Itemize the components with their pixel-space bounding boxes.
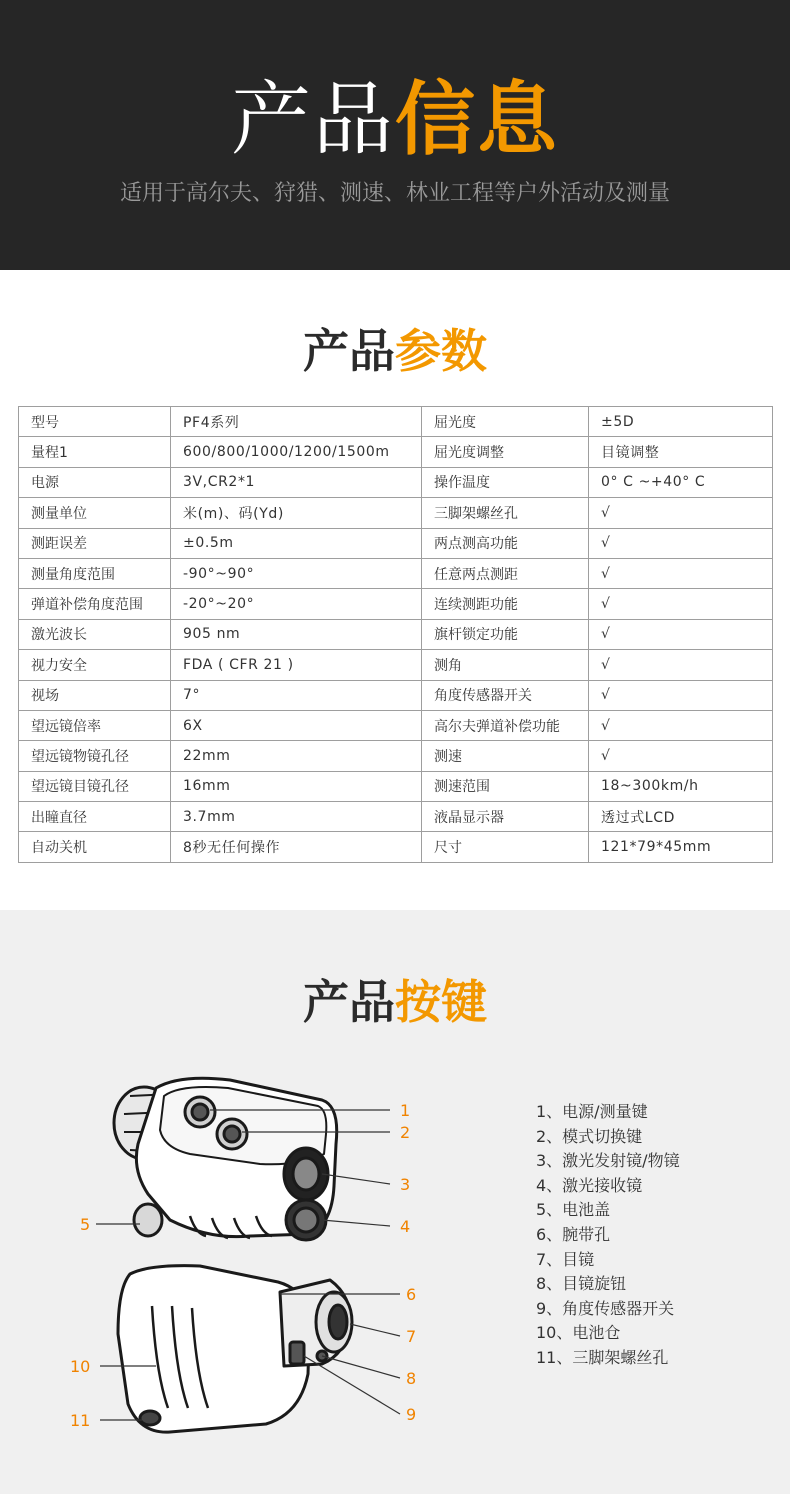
param-name: 型号	[19, 407, 171, 437]
param-name: 尺寸	[422, 832, 589, 862]
param-name: 液晶显示器	[422, 802, 589, 832]
param-value: ±5D	[589, 407, 773, 437]
params-section	[0, 270, 790, 910]
param-value: 透过式LCD	[589, 802, 773, 832]
param-name: 测量角度范围	[19, 558, 171, 588]
param-value: PF4系列	[171, 407, 422, 437]
param-name: 角度传感器开关	[422, 680, 589, 710]
param-name: 望远镜物镜孔径	[19, 741, 171, 771]
param-name: 测量单位	[19, 498, 171, 528]
param-value: 121*79*45mm	[589, 832, 773, 862]
callout-number: 5	[80, 1215, 91, 1234]
param-name: 测速范围	[422, 771, 589, 801]
param-value: 18~300km/h	[589, 771, 773, 801]
param-name: 屈光度	[422, 407, 589, 437]
page-subtitle: 适用于高尔夫、狩猎、测速、林业工程等户外活动及测量	[119, 181, 670, 206]
param-name: 屈光度调整	[422, 437, 589, 467]
callout-number: 8	[406, 1369, 417, 1388]
param-value: √	[589, 619, 773, 649]
params-title	[0, 323, 790, 379]
param-name: 视场	[19, 680, 171, 710]
param-value: 米(m)、码(Yd)	[171, 498, 422, 528]
legend-item: 10、电池仓	[536, 1323, 621, 1343]
param-name: 测角	[422, 650, 589, 680]
param-name: 旗杆锁定功能	[422, 619, 589, 649]
spec-table	[18, 406, 773, 863]
table-row	[19, 771, 773, 801]
buttons-title-part2: 按键	[395, 975, 487, 1029]
device-back-view	[118, 1266, 352, 1432]
param-value: ±0.5m	[171, 528, 422, 558]
param-value: 8秒无任何操作	[171, 832, 422, 862]
table-row	[19, 832, 773, 862]
params-title-part1: 产品	[303, 324, 395, 378]
param-name: 激光波长	[19, 619, 171, 649]
page-title-part1: 产品	[231, 73, 395, 166]
param-name: 出瞳直径	[19, 802, 171, 832]
param-value: 6X	[171, 710, 422, 740]
legend-item: 6、腕带孔	[536, 1224, 611, 1244]
param-name: 任意两点测距	[422, 558, 589, 588]
callout-number: 6	[406, 1285, 417, 1304]
table-row	[19, 528, 773, 558]
legend-item: 11、三脚架螺丝孔	[536, 1347, 669, 1367]
table-row	[19, 650, 773, 680]
param-value: √	[589, 710, 773, 740]
legend-item: 9、角度传感器开关	[536, 1298, 675, 1318]
param-value: √	[589, 650, 773, 680]
table-row	[19, 407, 773, 437]
callout-number: 4	[400, 1217, 411, 1236]
legend-item: 5、电池盖	[536, 1200, 611, 1220]
buttons-title-part1: 产品	[303, 975, 395, 1029]
callout-number: 9	[406, 1405, 417, 1424]
legend-item: 1、电源/测量键	[536, 1102, 648, 1121]
param-name: 连续测距功能	[422, 589, 589, 619]
page-title-part2: 信息	[395, 73, 559, 166]
param-value: 3.7mm	[171, 802, 422, 832]
table-row	[19, 467, 773, 497]
callout-number: 10	[70, 1357, 91, 1376]
table-row	[19, 619, 773, 649]
param-name: 两点测高功能	[422, 528, 589, 558]
param-value: 905 nm	[171, 619, 422, 649]
param-name: 弹道补偿角度范围	[19, 589, 171, 619]
param-name: 高尔夫弹道补偿功能	[422, 710, 589, 740]
callout-number: 11	[70, 1411, 91, 1430]
param-value: 600/800/1000/1200/1500m	[171, 437, 422, 467]
param-value: 0° C ~+40° C	[589, 467, 773, 497]
legend-item: 4、激光接收镜	[536, 1175, 643, 1195]
param-value: -20°~20°	[171, 589, 422, 619]
table-row	[19, 710, 773, 740]
table-row	[19, 589, 773, 619]
device-front-view	[114, 1078, 337, 1240]
table-row	[19, 498, 773, 528]
legend-item: 7、目镜	[536, 1249, 595, 1269]
param-value: √	[589, 741, 773, 771]
table-row	[19, 558, 773, 588]
param-name: 望远镜倍率	[19, 710, 171, 740]
param-name: 电源	[19, 467, 171, 497]
param-name: 量程1	[19, 437, 171, 467]
param-value: √	[589, 680, 773, 710]
legend-item: 3、激光发射镜/物镜	[536, 1151, 680, 1171]
callout-number: 2	[400, 1123, 411, 1142]
param-value: FDA ( CFR 21 )	[171, 650, 422, 680]
param-value: 目镜调整	[589, 437, 773, 467]
param-value: 3V,CR2*1	[171, 467, 422, 497]
button-legend	[536, 1100, 680, 1371]
params-title-part2: 参数	[395, 324, 487, 378]
rangefinder-diagram	[60, 1074, 440, 1454]
callout-number: 7	[406, 1327, 417, 1346]
legend-item: 2、模式切换键	[536, 1126, 643, 1146]
table-row	[19, 680, 773, 710]
spec-table-body	[19, 407, 773, 863]
param-name: 操作温度	[422, 467, 589, 497]
page-title	[0, 72, 790, 168]
param-name: 望远镜目镜孔径	[19, 771, 171, 801]
param-value: √	[589, 528, 773, 558]
callout-number: 3	[400, 1175, 411, 1194]
param-value: √	[589, 558, 773, 588]
buttons-section	[0, 910, 790, 1494]
param-value: √	[589, 589, 773, 619]
table-row	[19, 802, 773, 832]
param-value: 22mm	[171, 741, 422, 771]
param-value: 16mm	[171, 771, 422, 801]
param-name: 自动关机	[19, 832, 171, 862]
param-value: -90°~90°	[171, 558, 422, 588]
param-name: 测距误差	[19, 528, 171, 558]
param-name: 三脚架螺丝孔	[422, 498, 589, 528]
table-row	[19, 437, 773, 467]
param-name: 测速	[422, 741, 589, 771]
hero-banner	[0, 0, 790, 270]
param-value: √	[589, 498, 773, 528]
legend-item: 8、目镜旋钮	[536, 1274, 627, 1294]
param-name: 视力安全	[19, 650, 171, 680]
param-value: 7°	[171, 680, 422, 710]
table-row	[19, 741, 773, 771]
buttons-title	[0, 974, 790, 1030]
callout-number: 1	[400, 1101, 411, 1120]
